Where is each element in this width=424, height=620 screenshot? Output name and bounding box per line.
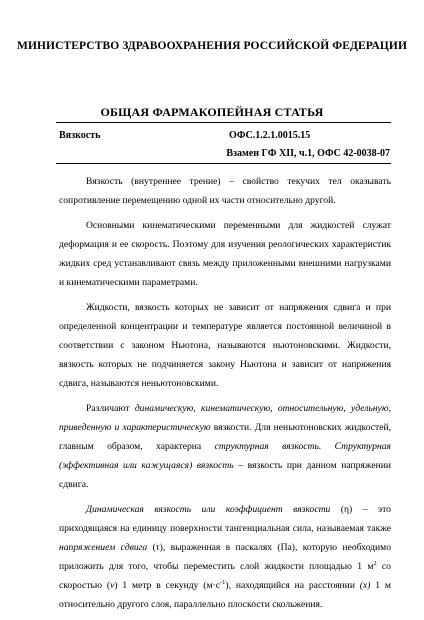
text-run: (τ), выраженная в паскалях (Па), которую необходимо приложить для того, чтобы переместить слой жидкости площадью 1 м <box>59 542 391 572</box>
ministry-heading: МИНИСТЕРСТВО ЗДРАВООХРАНЕНИЯ РОССИЙСКОЙ ФЕДЕРАЦИИ <box>16 40 407 52</box>
text-run: (η) – это приходящаяся на единицу поверхности тангенциальная сила, называемая также <box>59 504 391 534</box>
text-run: вязкости. Для неньютоновских жидкостей, главным образом, характерна <box>59 422 391 452</box>
italic-run: v <box>110 580 115 591</box>
italic-run: динамическую, кинематическую, относительную, удельную, приведенную и характеристическую <box>59 403 391 433</box>
text-run: 1 м относительно другого слоя, параллельно плоскости скольжения. <box>59 580 391 610</box>
paragraph-viscosity-types <box>59 399 391 494</box>
paragraph-kinematics: Основными кинематическими переменными для жидкостей служат деформация и ее скорость. Поэтому для изучения реологических характеристик жидких сред устанавливают связь между приложенными внешними нагрузками и кинематическими параметрами. <box>59 220 391 288</box>
text-run: со скоростью ( <box>59 561 391 591</box>
text-run: ), находящийся на расстоянии <box>225 580 360 591</box>
italic-run: Динамическая вязкость или коэффициент вязкости <box>86 504 331 515</box>
article-body <box>59 172 391 620</box>
article-subject: Вязкость <box>59 130 101 141</box>
article-code: ОФС.1.2.1.0015.15 <box>229 130 311 141</box>
paragraph-dynamic-viscosity <box>59 500 391 614</box>
text-run: Различают <box>86 403 135 414</box>
paragraph-definition: Вязкость (внутреннее трение) – свойство текучих тел оказывать сопротивление перемещению одной их части относительно другой. <box>59 176 391 206</box>
paragraph-newtonian: Жидкости, вязкость которых не зависит от напряжения сдвига и при определенной концентрации и температуре является постоянной величиной в соответствии с законом Ньютона, называются ньютоновскими. Жидкости, вязкость которых не подчиняется закону Ньютона и зависит от напряжения сдвига, называются неньютоновскими. <box>59 302 391 389</box>
article-replaces: Взамен ГФ XII, ч.1, ОФС 42-0038-07 <box>226 148 390 159</box>
italic-run: структурная вязкость. Структурная (эффективная или кажущаяся) вязкость <box>59 441 392 471</box>
superscript: 2 <box>373 559 377 567</box>
italic-run: (x) <box>359 580 371 591</box>
italic-run: напряжением сдвига <box>59 542 148 553</box>
document-title: ОБЩАЯ ФАРМАКОПЕЙНАЯ СТАТЬЯ <box>100 105 324 119</box>
text-run: ) 1 метр в секунду (м·с <box>114 580 220 591</box>
superscript: -1 <box>220 578 226 586</box>
header-bottom-rule <box>56 163 391 164</box>
text-run: – вязкость при данном напряжении сдвига. <box>59 460 391 490</box>
header-top-rule <box>56 122 391 123</box>
